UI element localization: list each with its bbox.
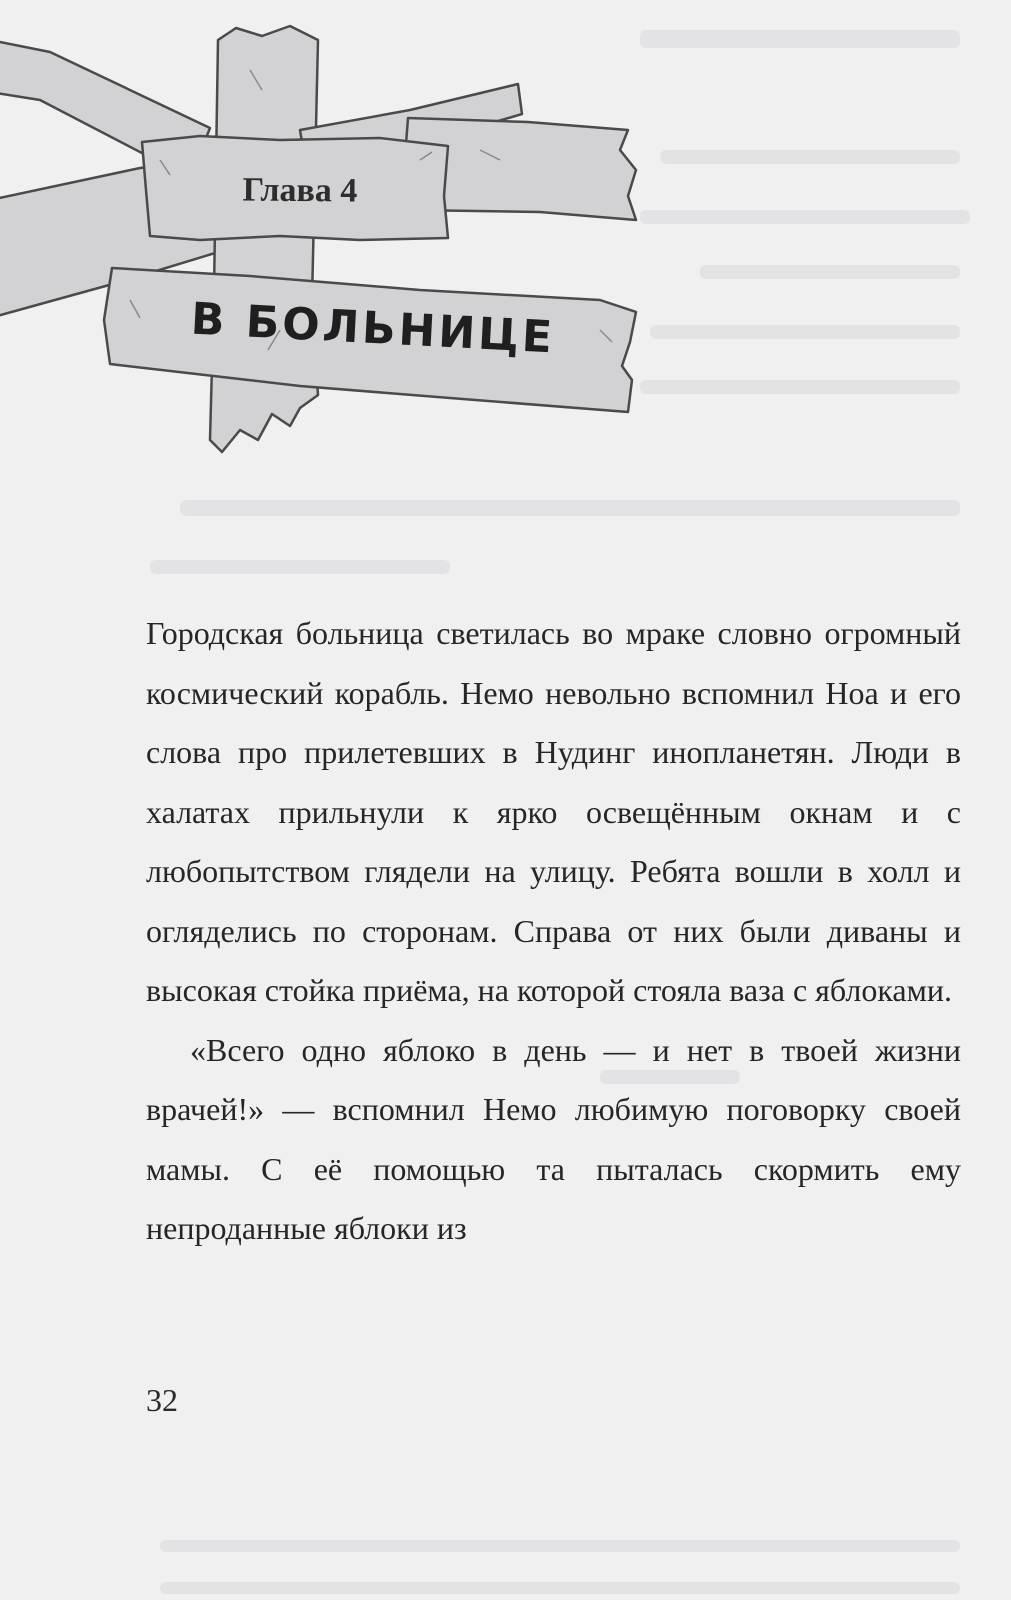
signpost-illustration — [0, 0, 660, 470]
paragraph: «Всего одно яблоко в день — и нет в твоей жизни врачей!» — вспомнил Немо любимую поговорку своей мамы. С её помощью та пыталась скормить ему непроданные яблоки из — [146, 1031, 961, 1246]
chapter-title: В БОЛЬНИЦЕ — [189, 293, 557, 364]
page-number: 32 — [146, 1382, 178, 1418]
chapter-label: Глава 4 — [242, 171, 358, 210]
body-text — [146, 604, 961, 1259]
paragraph: Городская больница светилась во мраке словно огромный космический корабль. Немо невольно вспомнил Ноа и его слова про прилетевших в Нудинг инопланетян. Люди в халатах прильнули к ярко освещённым окнам и с любопытством глядели на улицу. Ребята вошли в холл и огляделись по сторонам. Справа от них были диваны и высокая стойка приёма, на которой стояла ваза с яблоками. — [146, 615, 961, 1008]
